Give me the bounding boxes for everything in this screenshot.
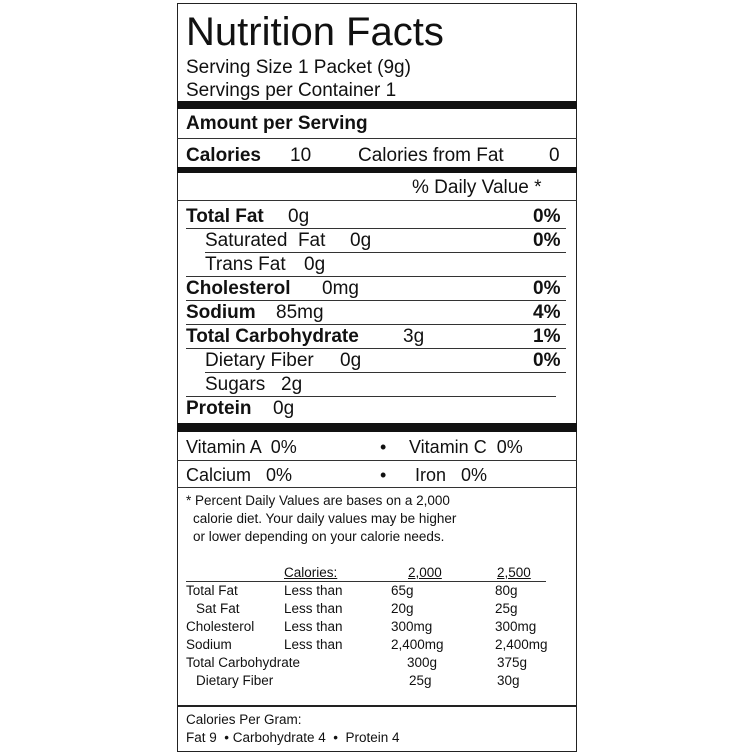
dv-table-row-2500: 30g xyxy=(497,673,520,688)
divider-dietary-fiber xyxy=(205,372,566,373)
nutrient-amount-total-fat: 0g xyxy=(288,206,310,227)
divider-sugars xyxy=(186,396,556,397)
divider-saturated-fat xyxy=(205,252,566,253)
nutrient-amount-protein: 0g xyxy=(273,398,295,419)
nutrient-amount-cholesterol: 0mg xyxy=(322,278,359,299)
calories-per-gram-line: Fat 9 • Carbohydrate 4 • Protein 4 xyxy=(186,730,400,745)
dv-table-row-2500: 375g xyxy=(497,655,528,670)
divider-calories-per-gram xyxy=(177,705,577,707)
nutrient-label-cholesterol: Cholesterol xyxy=(186,278,291,299)
dv-table-header-calories: Calories: xyxy=(284,565,338,580)
divider-trans-fat xyxy=(186,276,566,277)
dv-table-header-2500: 2,500 xyxy=(497,565,531,580)
dv-table-row-2000: 300g xyxy=(407,655,438,670)
calcium: Calcium 0% xyxy=(186,465,293,485)
dv-table-row-label: Total Carbohydrate xyxy=(186,655,301,670)
footnote-line-3: or lower depending on your calorie needs. xyxy=(193,529,445,544)
thick-divider-2 xyxy=(177,167,577,173)
amount-per-serving: Amount per Serving xyxy=(186,113,368,134)
calories-per-gram-title: Calories Per Gram: xyxy=(186,712,302,727)
nutrient-dv-cholesterol: 0% xyxy=(533,278,561,299)
servings-per-container: Servings per Container 1 xyxy=(186,80,397,101)
footnote-line-2: calorie diet. Your daily values may be higher xyxy=(193,511,457,526)
iron: Iron 0% xyxy=(415,465,488,485)
serving-size: Serving Size 1 Packet (9g) xyxy=(186,57,411,78)
dv-table-row-qualifier: Less than xyxy=(284,619,343,634)
dv-table-header-2000: 2,000 xyxy=(408,565,442,580)
nutrient-label-dietary-fiber: Dietary Fiber xyxy=(205,350,314,371)
divider-total-carbohydrate xyxy=(186,348,566,349)
dv-table-row-2500: 300mg xyxy=(495,619,537,634)
calories-label: Calories xyxy=(186,145,261,166)
nutrient-amount-sodium: 85mg xyxy=(276,302,324,323)
dv-table-row-2000: 2,400mg xyxy=(391,637,444,652)
dv-table-row-2500: 25g xyxy=(495,601,518,616)
divider-sodium xyxy=(186,324,566,325)
dv-table-row-2000: 65g xyxy=(391,583,414,598)
nutrient-dv-sodium: 4% xyxy=(533,302,561,323)
thick-divider-1 xyxy=(177,101,577,109)
dv-table-row-2500: 80g xyxy=(495,583,518,598)
nutrient-label-trans-fat: Trans Fat xyxy=(205,254,286,275)
nutrient-amount-total-carbohydrate: 3g xyxy=(403,326,425,347)
nutrient-dv-total-fat: 0% xyxy=(533,206,561,227)
nutrient-label-total-fat: Total Fat xyxy=(186,206,264,227)
nutrient-label-total-carbohydrate: Total Carbohydrate xyxy=(186,326,359,347)
dv-table-row-label: Cholesterol xyxy=(186,619,255,634)
nutrient-dv-total-carbohydrate: 1% xyxy=(533,326,561,347)
calories-from-fat-value: 0 xyxy=(549,145,560,166)
footnote-line-1: * Percent Daily Values are bases on a 2,000 xyxy=(186,493,450,508)
label-title: Nutrition Facts xyxy=(186,10,444,54)
calories-from-fat-label: Calories from Fat xyxy=(358,145,504,166)
divider-total-fat xyxy=(186,228,566,229)
dv-table-row-qualifier: Less than xyxy=(284,583,343,598)
nutrient-amount-saturated-fat: 0g xyxy=(350,230,372,251)
nutrient-amount-sugars: 2g xyxy=(281,374,303,395)
dv-table-row-2000: 20g xyxy=(391,601,414,616)
dv-table-row-2000: 25g xyxy=(409,673,432,688)
divider-footnote xyxy=(177,487,577,488)
dv-table-row-qualifier: Less than xyxy=(284,637,343,652)
daily-value-header: % Daily Value * xyxy=(412,177,542,198)
dv-table-row-label: Sat Fat xyxy=(196,601,240,616)
calories-value: 10 xyxy=(290,145,312,166)
dv-table-row-2000: 300mg xyxy=(391,619,433,634)
nutrient-label-protein: Protein xyxy=(186,398,252,419)
dv-table-row-label: Dietary Fiber xyxy=(196,673,274,688)
nutrient-label-sugars: Sugars xyxy=(205,374,266,395)
divider-dv xyxy=(177,200,577,201)
divider-calories-top xyxy=(177,138,577,139)
nutrient-amount-trans-fat: 0g xyxy=(304,254,326,275)
vitamin-bullet-1: • xyxy=(380,437,387,457)
nutrient-label-sodium: Sodium xyxy=(186,302,256,323)
dv-table-row-2500: 2,400mg xyxy=(495,637,548,652)
nutrient-dv-dietary-fiber: 0% xyxy=(533,350,561,371)
dv-table-row-label: Total Fat xyxy=(186,583,238,598)
divider-vitamins xyxy=(177,460,577,461)
nutrient-label-saturated-fat: Saturated Fat xyxy=(205,230,326,251)
dv-table-row-qualifier: Less than xyxy=(284,601,343,616)
vitamin-a: Vitamin A 0% xyxy=(186,437,297,457)
nutrient-amount-dietary-fiber: 0g xyxy=(340,350,362,371)
dv-table-row-label: Sodium xyxy=(186,637,232,652)
vitamin-bullet-2: • xyxy=(380,465,387,485)
nutrient-dv-saturated-fat: 0% xyxy=(533,230,561,251)
vitamin-c: Vitamin C 0% xyxy=(409,437,523,457)
thick-divider-3 xyxy=(177,423,577,432)
dv-table-rule xyxy=(186,581,546,582)
divider-cholesterol xyxy=(186,300,566,301)
